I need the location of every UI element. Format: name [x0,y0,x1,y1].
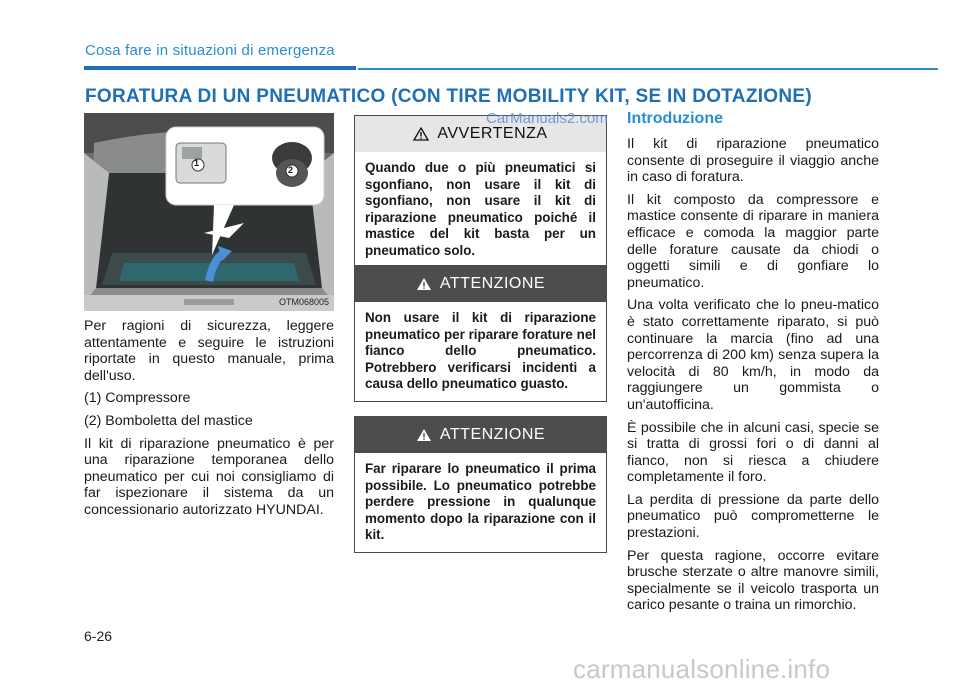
warning-triangle-icon [416,428,432,442]
column-1-text [84,318,334,525]
paragraph: Il kit di riparazione pneumatico è per una riparazione temporanea dello pneumatico per cui noi consigliamo di far ispezionare il sistema da un concessionario autorizzato HYUNDAI. [84,435,334,518]
paragraph: Il kit di riparazione pneumatico consente di proseguire il viaggio anche in caso di foratura. [627,136,879,186]
warning-text: Quando due o più pneumatici si sgonfiano, non usare il kit di sgonfiano, non usare il kit di riparazione pneumatico poiché il mastice del kit basta per un pneumatico solo. [365,160,596,258]
trunk-illustration [84,113,334,311]
warning-triangle-icon [413,127,429,141]
page-number: 6-26 [84,628,113,644]
paragraph: Per ragioni di sicurezza, leggere attentamente e seguire le istruzioni riportate in questo manuale, prima dell'uso. [84,318,334,384]
caution-box [354,416,607,553]
caution-header [355,266,606,302]
paragraph: La perdita di pressione da parte dello pneumatico può comprometterne le prestazioni. [627,491,879,542]
callout-1: 1 [194,158,200,168]
warning-triangle-icon [416,277,432,291]
paragraph: Per questa ragione, occorre evitare brusche sterzate o altre manovre simili, specialmente se il veicolo trasporta un carico pesante o traina un rimorchio. [627,547,879,614]
column-3-text [627,136,879,620]
figure-code: OTM068005 [279,297,330,307]
caution-header [355,417,606,453]
paragraph: Una volta verificato che lo pneu-matico è stato correttamente riparato, si può continuare la marcia (fino ad una percorrenza di 200 km) senza supera la velocità di 80 km/h, in modo da raggiungere un gommista o un'autofficina. [627,297,879,413]
warning-label: AVVERTENZA [437,125,548,142]
caution-label: ATTENZIONE [439,275,546,292]
paragraph: (1) Compressore [84,390,191,407]
caution-text: Far riparare lo pneumatico il prima possibile. Lo pneumatico potrebbe perdere pressione in qualunque momento dopo la riparazione con il kit. [365,461,596,542]
watermark: carmanualsonline.info [573,654,831,684]
section-heading: Introduzione [627,110,723,127]
caution-box [354,265,607,402]
page-title: FORATURA DI UN PNEUMATICO (CON TIRE MOBILITY KIT, SE IN DOTAZIONE) [85,86,813,107]
header-rule [84,66,356,70]
paragraph: Il kit composto da compressore e mastice consente di riparare in maniera efficace e comoda la maggior parte delle forature causate da chiodi o oggetti simili e di gonfiare lo pneumatico. [627,191,879,291]
caution-text: Non usare il kit di riparazione pneumatico per riparare forature nel fianco dello pneumatico. Potrebbero verificarsi incidenti a causa dello pneumatico guasto. [365,310,596,391]
paragraph: È possibile che in alcuni casi, specie se si tratta di grossi fori o di danni al fianco, non si riesca a chiudere completamente il foro. [627,419,879,486]
caution-label: ATTENZIONE [439,426,546,443]
trunk-photo [84,113,334,311]
watermark-link[interactable]: CarManuals2.com [486,110,608,127]
section-title: Cosa fare in situazioni di emergenza [85,42,335,59]
paragraph: (2) Bomboletta del mastice [84,412,253,429]
warning-box [354,115,607,268]
callout-2: 2 [288,165,294,175]
header-rule-thin [358,68,938,70]
